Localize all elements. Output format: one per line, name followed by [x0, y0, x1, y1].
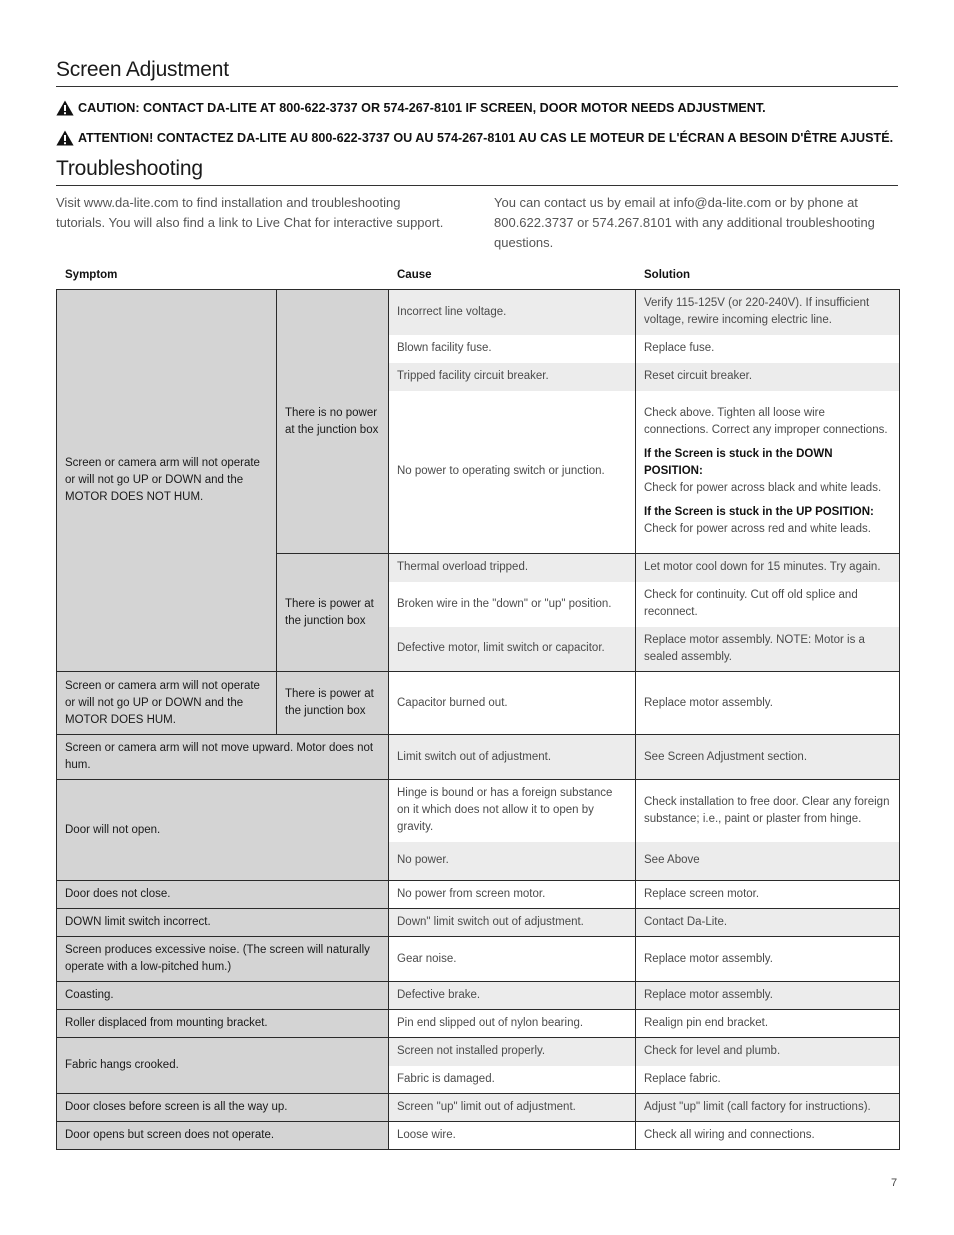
intro-right: You can contact us by email at info@da-lite.com or by phone at 800.622.3737 or 574.267.8101 with any additional troubleshooting questions.: [494, 195, 875, 250]
solution-cell: Replace motor assembly.: [636, 937, 900, 982]
symptom-cell: Door does not close.: [57, 881, 389, 909]
symptom-cell: Fabric hangs crooked.: [57, 1038, 389, 1094]
solution-text: Check for power across red and white leads.: [644, 523, 871, 536]
table-row: [57, 1038, 900, 1066]
solution-cell: Check for continuity. Cut off old splice and reconnect.: [636, 582, 900, 627]
solution-cell: See Above: [636, 842, 900, 881]
solution-cell: Replace motor assembly.: [636, 982, 900, 1010]
cause-cell: Thermal overload tripped.: [389, 554, 636, 582]
condition-cell: There is power at the junction box: [277, 672, 389, 735]
cause-cell: Down" limit switch out of adjustment.: [389, 909, 636, 937]
cause-cell: Blown facility fuse.: [389, 335, 636, 363]
solution-cell: Adjust "up" limit (call factory for instructions).: [636, 1094, 900, 1122]
solution-text: Check above. Tighten all loose wire connections. Correct any improper connections.: [644, 407, 888, 437]
divider: [56, 185, 898, 186]
solution-cell: Contact Da-Lite.: [636, 909, 900, 937]
solution-cell: See Screen Adjustment section.: [636, 735, 900, 780]
solution-cell: Reset circuit breaker.: [636, 363, 900, 391]
table-row: [57, 909, 900, 937]
symptom-cell: Screen or camera arm will not operate or will not go UP or DOWN and the MOTOR DOES HUM.: [57, 672, 277, 735]
cause-cell: Tripped facility circuit breaker.: [389, 363, 636, 391]
cause-cell: Defective brake.: [389, 982, 636, 1010]
symptom-cell: Roller displaced from mounting bracket.: [57, 1010, 389, 1038]
table-row: [57, 735, 900, 780]
table-row: [57, 780, 900, 842]
troubleshooting-table: [56, 289, 900, 1150]
solution-cell: Replace motor assembly. NOTE: Motor is a sealed assembly.: [636, 627, 900, 672]
cause-cell: Defective motor, limit switch or capacitor.: [389, 627, 636, 672]
condition-cell: There is power at the junction box: [277, 554, 389, 672]
cause-cell: Gear noise.: [389, 937, 636, 982]
cause-cell: Capacitor burned out.: [389, 672, 636, 735]
caution-notice: [56, 100, 766, 116]
condition-cell: There is no power at the junction box: [277, 290, 389, 554]
solution-cell: Replace motor assembly.: [636, 672, 900, 735]
divider: [56, 86, 898, 87]
solution-cell: Replace screen motor.: [636, 881, 900, 909]
symptom-cell: DOWN limit switch incorrect.: [57, 909, 389, 937]
solution-cell: [636, 391, 900, 554]
symptom-cell: Door closes before screen is all the way up.: [57, 1094, 389, 1122]
solution-cell: Realign pin end bracket.: [636, 1010, 900, 1038]
table-row: [57, 937, 900, 982]
cause-cell: No power.: [389, 842, 636, 881]
table-row: [57, 672, 900, 735]
attention-notice: [56, 130, 893, 146]
symptom-cell: Screen or camera arm will not move upward. Motor does not hum.: [57, 735, 389, 780]
solution-cell: Replace fuse.: [636, 335, 900, 363]
caution-text: CAUTION: CONTACT DA-LITE AT 800-622-3737 OR 574-267-8101 IF SCREEN, DOOR MOTOR NEEDS ADJUSTMENT.: [78, 101, 766, 115]
symptom-cell: Screen or camera arm will not operate or will not go UP or DOWN and the MOTOR DOES NOT HUM.: [57, 290, 277, 672]
attention-text: ATTENTION! CONTACTEZ DA-LITE AU 800-622-3737 OU AU 574-267-8101 AU CAS LE MOTEUR DE L'ÉCRAN A BESOIN D'ÊTRE AJUSTÉ.: [78, 131, 894, 145]
cause-cell: Hinge is bound or has a foreign substance on it which does not allow it to open by gravity.: [389, 780, 636, 842]
cause-cell: No power from screen motor.: [389, 881, 636, 909]
table-row: [57, 290, 900, 335]
symptom-cell: Screen produces excessive noise. (The screen will naturally operate with a low-pitched hum.): [57, 937, 389, 982]
solution-cell: Check for level and plumb.: [636, 1038, 900, 1066]
cause-cell: Limit switch out of adjustment.: [389, 735, 636, 780]
header-solution: Solution: [644, 269, 690, 281]
table-row: [57, 982, 900, 1010]
symptom-cell: Coasting.: [57, 982, 389, 1010]
cause-cell: Incorrect line voltage.: [389, 290, 636, 335]
solution-heading: If the Screen is stuck in the DOWN POSITION:: [644, 448, 833, 478]
solution-cell: Verify 115-125V (or 220-240V). If insufficient voltage, rewire incoming electric line.: [636, 290, 900, 335]
table-row: [57, 1094, 900, 1122]
symptom-cell: Door opens but screen does not operate.: [57, 1122, 389, 1150]
warning-icon: [56, 130, 74, 146]
cause-cell: Fabric is damaged.: [389, 1066, 636, 1094]
solution-cell: Check all wiring and connections.: [636, 1122, 900, 1150]
cause-cell: Broken wire in the "down" or "up" position.: [389, 582, 636, 627]
solution-cell: Check installation to free door. Clear any foreign substance; i.e., paint or plaster from hinge.: [636, 780, 900, 842]
solution-heading: If the Screen is stuck in the UP POSITION:: [644, 506, 874, 519]
header-cause: Cause: [397, 269, 432, 281]
cause-cell: Screen "up" limit out of adjustment.: [389, 1094, 636, 1122]
table-row: [57, 1122, 900, 1150]
warning-icon: [56, 100, 74, 116]
solution-cell: Let motor cool down for 15 minutes. Try again.: [636, 554, 900, 582]
section-title-troubleshooting: Troubleshooting: [56, 157, 203, 180]
page-number: 7: [891, 1177, 898, 1189]
table-row: [57, 881, 900, 909]
solution-text: Check for power across black and white leads.: [644, 482, 882, 495]
symptom-cell: Door will not open.: [57, 780, 389, 881]
cause-cell: Loose wire.: [389, 1122, 636, 1150]
intro-left: Visit www.da-lite.com to find installation and troubleshooting tutorials. You will also find a link to Live Chat for interactive support.: [56, 195, 444, 230]
header-symptom: Symptom: [65, 269, 118, 281]
section-title-screen-adjustment: Screen Adjustment: [56, 58, 229, 81]
cause-cell: Screen not installed properly.: [389, 1038, 636, 1066]
cause-cell: No power to operating switch or junction.: [389, 391, 636, 554]
cause-cell: Pin end slipped out of nylon bearing.: [389, 1010, 636, 1038]
solution-cell: Replace fabric.: [636, 1066, 900, 1094]
table-row: [57, 1010, 900, 1038]
